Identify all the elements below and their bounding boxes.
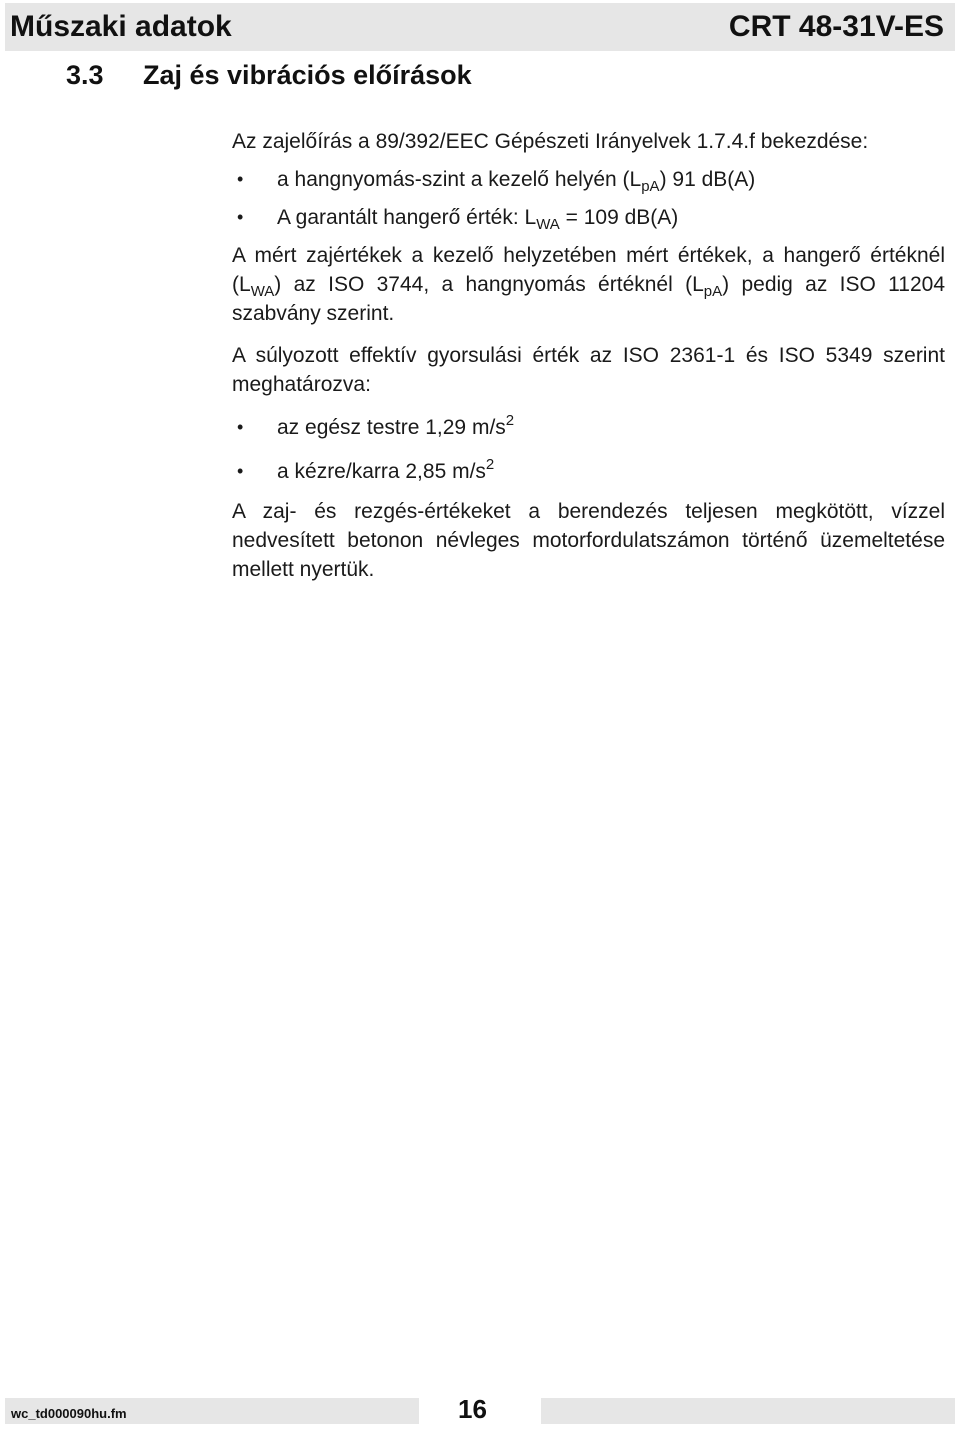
- vibration-intro-paragraph: A súlyozott effektív gyorsulási érték az ISO 2361-1 és ISO 5349 szerint meghatározva:: [232, 344, 945, 396]
- bullet-icon: •: [237, 169, 244, 189]
- list-item: • a kézre/karra 2,85 $m/s^2$: [232, 457, 945, 486]
- list-item: • az egész testre 1,29 $m/s^2$: [232, 413, 945, 442]
- body-content: [232, 127, 945, 584]
- noise-list: [232, 165, 945, 232]
- footer-filename: wc_td000090hu.fm: [11, 1406, 127, 1421]
- section-heading: [66, 60, 472, 91]
- intro-paragraph: Az zajelőírás a 89/392/EEC Gépészeti Irányelvek 1.7.4.f bekezdése:: [232, 130, 869, 153]
- page-number: 16: [458, 1394, 487, 1424]
- vibration-list: [232, 413, 945, 486]
- model-code: CRT 48-31V-ES: [728, 10, 944, 43]
- bullet-icon: •: [237, 461, 244, 481]
- list-item: • A garantált hangerő érték: $L_{WA} = 109$ dB(A): [232, 203, 945, 232]
- bullet-icon: •: [237, 207, 244, 227]
- closing-paragraph: A zaj- és rezgés-értékeket a berendezés teljesen megkötött, vízzel nedvesített betonon névleges motorfordulatszámon történő üzemeltetése mellett nyertük.: [232, 500, 945, 581]
- section-title: Zaj és vibrációs előírások: [143, 60, 472, 90]
- section-number: 3.3: [66, 60, 104, 90]
- list-item: • a hangnyomás-szint a kezelő helyén $(L_{pA})$ 91 dB(A): [232, 165, 945, 194]
- measured-paragraph: A mért zajértékek a kezelő helyzetében mért értékek, a hangerő értéknél $(L_{WA})$ az ISO 3744, a hangnyomás értéknél $(L_{pA})$ pedig az ISO 11204 szabvány szerint.: [232, 244, 946, 325]
- footer-right-bar: [541, 1398, 955, 1424]
- document-title: Műszaki adatok: [10, 10, 232, 43]
- bullet-icon: •: [237, 417, 244, 437]
